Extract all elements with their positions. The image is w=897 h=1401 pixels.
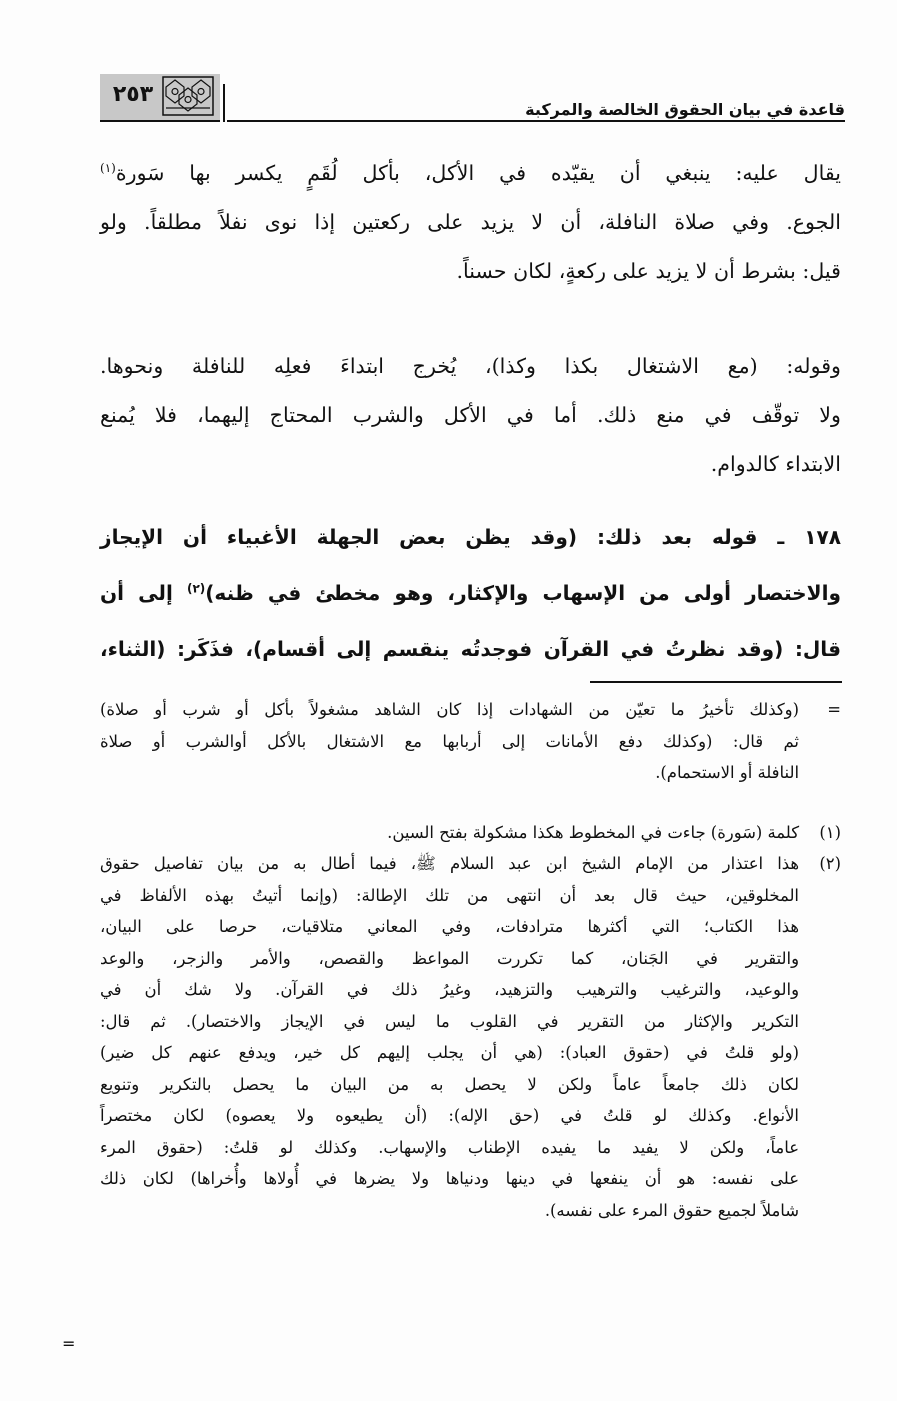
paragraph-1 — [100, 149, 841, 296]
footnote-ref-1: (١) — [100, 161, 116, 176]
paragraph-line: قيل: بشرط أن لا يزيد على ركعةٍ، لكان حسناً. — [456, 259, 841, 283]
page-number: ٢٥٣ — [112, 82, 154, 107]
paragraph-3 — [100, 509, 841, 677]
continues-marker: = — [62, 1334, 76, 1353]
running-header-title: قاعدة في بيان الحقوق الخالصة والمركبة — [525, 100, 845, 119]
footnote-line: شاملاً لجميع حقوق المرء على نفسه). — [544, 1200, 799, 1220]
footnote-ref-2: (٢) — [186, 581, 206, 596]
footnote-line: كلمة (سَورة) جاءت في المخطوط هكذا مشكولة بفتح السين. — [387, 823, 799, 842]
paragraph-line: الجوع. وفي صلاة النافلة، أن لا يزيد على ركعتين إذا نوى نفلاً مطلقاً. ولو — [100, 210, 841, 234]
header-rule — [227, 120, 845, 122]
continuation-marker: = — [827, 700, 841, 719]
paragraph-2 — [100, 342, 841, 489]
footnote-line: (ولو قلتُ في (حقوق العباد): (هي أن يجلب إليهم كل خير، ويدفع عنهم كل ضير) — [100, 1043, 799, 1062]
footnote-line: والوعيد، والترغيب والترهيب والتزهيد، وغيرُ ذلك في القرآن. ولا شك أن في — [100, 980, 799, 999]
page-number-box — [100, 74, 220, 122]
footnote-2-text — [100, 848, 799, 1226]
footnote-line: الأنواع. وكذلك لو قلتُ في (حق الإله): (أن يطيعوه ولا يعصوه) لكان مختصراً — [100, 1106, 799, 1125]
footnote-line: التكرير والإكثار من التقرير في القلوب ما ليس في الإيجاز والاختصار). ثم قال: — [100, 1011, 799, 1031]
header-divider — [223, 84, 225, 122]
paragraph-line: وقوله: (مع الاشتغال بكذا وكذا)، يُخرج ابتداءَ فعلِه للنافلة ونحوها. — [100, 354, 841, 378]
footnote-continuation-text — [100, 694, 799, 789]
footnote-line: ثم قال: (وكذلك دفع الأمانات إلى أربابها مع الاشتغال بالأكل أوالشرب أو صلاة — [100, 731, 799, 751]
paragraph-line: يقال عليه: ينبغي أن يقيّده في الأكل، بأكل لُقَمٍ يكسر بها سَورة$^{(١)}$ — [100, 161, 841, 185]
paragraph-line: ولا توقّف في منع ذلك. أما في الأكل والشرب المحتاج إليهما، فلا يُمنع — [100, 403, 841, 427]
footnote-line: هذا اعتذار من الإمام الشيخ ابن عبد السلام ﷺ، فيما أطال به من بيان تفاصيل حقوق — [100, 854, 799, 873]
footnote-line: على نفسه: هو أن ينفعها في دينها ودنياها ولا يضرها في أُولاها وأُخراها) لكان ذلك — [100, 1169, 799, 1188]
paragraph-line: الابتداء كالدوام. — [710, 452, 841, 476]
paragraph-line: والاختصار أولى من الإسهاب والإكثار، وهو مخطئ في ظنه)$^{(٢)}$ إلى أن — [100, 581, 842, 605]
footnote-1-marker: (١) — [819, 823, 841, 842]
footnote-line: (وكذلك تأخيرُ ما تعيّن من الشهادات إذا كان الشاهد مشغولاً بأكل أو شرب أو صلاة) — [100, 700, 799, 719]
footnote-line: عاماً، ولكن لا يفيد ما يفيده الإطناب والإسهاب. وكذلك لو قلتُ: (حقوق المرء — [100, 1137, 799, 1157]
running-header — [100, 62, 845, 122]
footnote-line: هذا الكتاب؛ التي أكثرها مترادفات، وفي المعاني متلاقيات، حرصا على البيان، — [100, 917, 799, 936]
footnote-2-marker: (٢) — [819, 854, 841, 873]
footnote-separator — [590, 681, 842, 683]
ornament-icon — [162, 76, 214, 116]
paragraph-line: قال: (وقد نظرتُ في القرآن فوجدتُه ينقسم إلى أقسام)، فذَكَر: (الثناء، — [100, 637, 841, 661]
footnote-line: النافلة أو الاستحمام). — [655, 763, 799, 782]
paragraph-line: ١٧٨ ـ قوله بعد ذلك: (وقد يظن بعض الجهلة الأغبياء أن الإيجاز — [100, 525, 841, 549]
footnote-line: المخلوقين، حيث قال بعد أن انتهى من تلك الإطالة: (وإنما أتيتُ بهذه الألفاظ في — [100, 885, 799, 905]
footnote-1-text — [100, 817, 799, 849]
footnote-line: لكان ذلك جامعاً عاماً ولكن لا يحصل به من البيان ما يحصل بالتكرير وتنويع — [100, 1074, 799, 1094]
footnote-line: والتقرير في الجَنان، كما تكررت المواعظ والقصص، والأمر والزجر، والوعد — [100, 948, 799, 968]
